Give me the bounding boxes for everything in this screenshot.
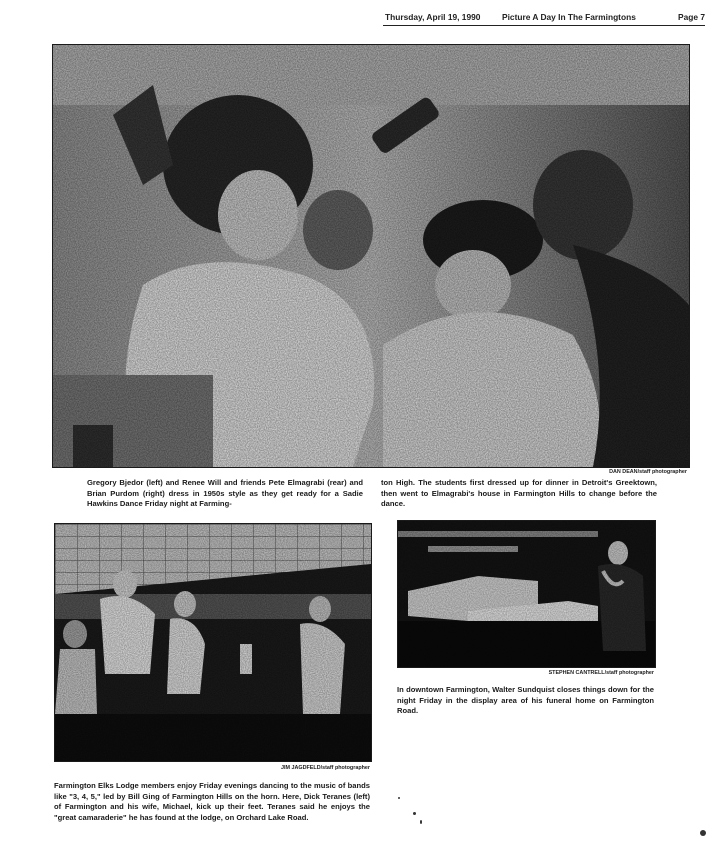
caption-dancers: Farmington Elks Lodge members enjoy Friday evenings dancing to the music of bands like "3, 4, 5," led by Bill Ging of Farmington Hills on the horn. Here, Dick Teranes (left) of Farmington and his wife, Michael, kick up their feet. Teranes said he enjoys the "great camaraderie" he has found at the lodge, on Orchard Lake Road. — [54, 781, 370, 822]
page-header — [383, 11, 705, 26]
caption-top-part1: Gregory Bjedor (left) and Renee Will and friends Pete Elmagrabi (rear) and Brian Purdom (right) dress in 1950s style as they get ready for a Sadie Hawkins Dance Friday night at Farming- — [87, 478, 363, 509]
issue-date: Thursday, April 19, 1990 — [385, 12, 481, 22]
caption-funeral: In downtown Farmington, Walter Sundquist closes things down for the night Friday in the display area of his funeral home on Farmington Road. — [397, 685, 654, 716]
photo-funeral-home — [397, 520, 656, 668]
print-speck — [398, 797, 400, 799]
print-speck — [413, 812, 416, 815]
section-title: Picture A Day In The Farmingtons — [502, 12, 636, 22]
print-speck — [700, 830, 706, 836]
photo-elks-dancers — [54, 523, 372, 762]
photo-students-grooming — [52, 44, 690, 468]
photo-credit-dancers: JIM JAGDFELD/staff photographer — [281, 765, 370, 771]
print-speck — [420, 820, 422, 824]
caption-top-part2: ton High. The students first dressed up for dinner in Detroit's Greektown, then went to Elmagrabi's house in Farmington Hills to change before the dance. — [381, 478, 657, 509]
photo-credit-top: DAN DEAN/staff photographer — [609, 469, 687, 475]
page-number: Page 7 — [677, 12, 705, 22]
photo-credit-funeral: STEPHEN CANTRELL/staff photographer — [548, 670, 654, 676]
